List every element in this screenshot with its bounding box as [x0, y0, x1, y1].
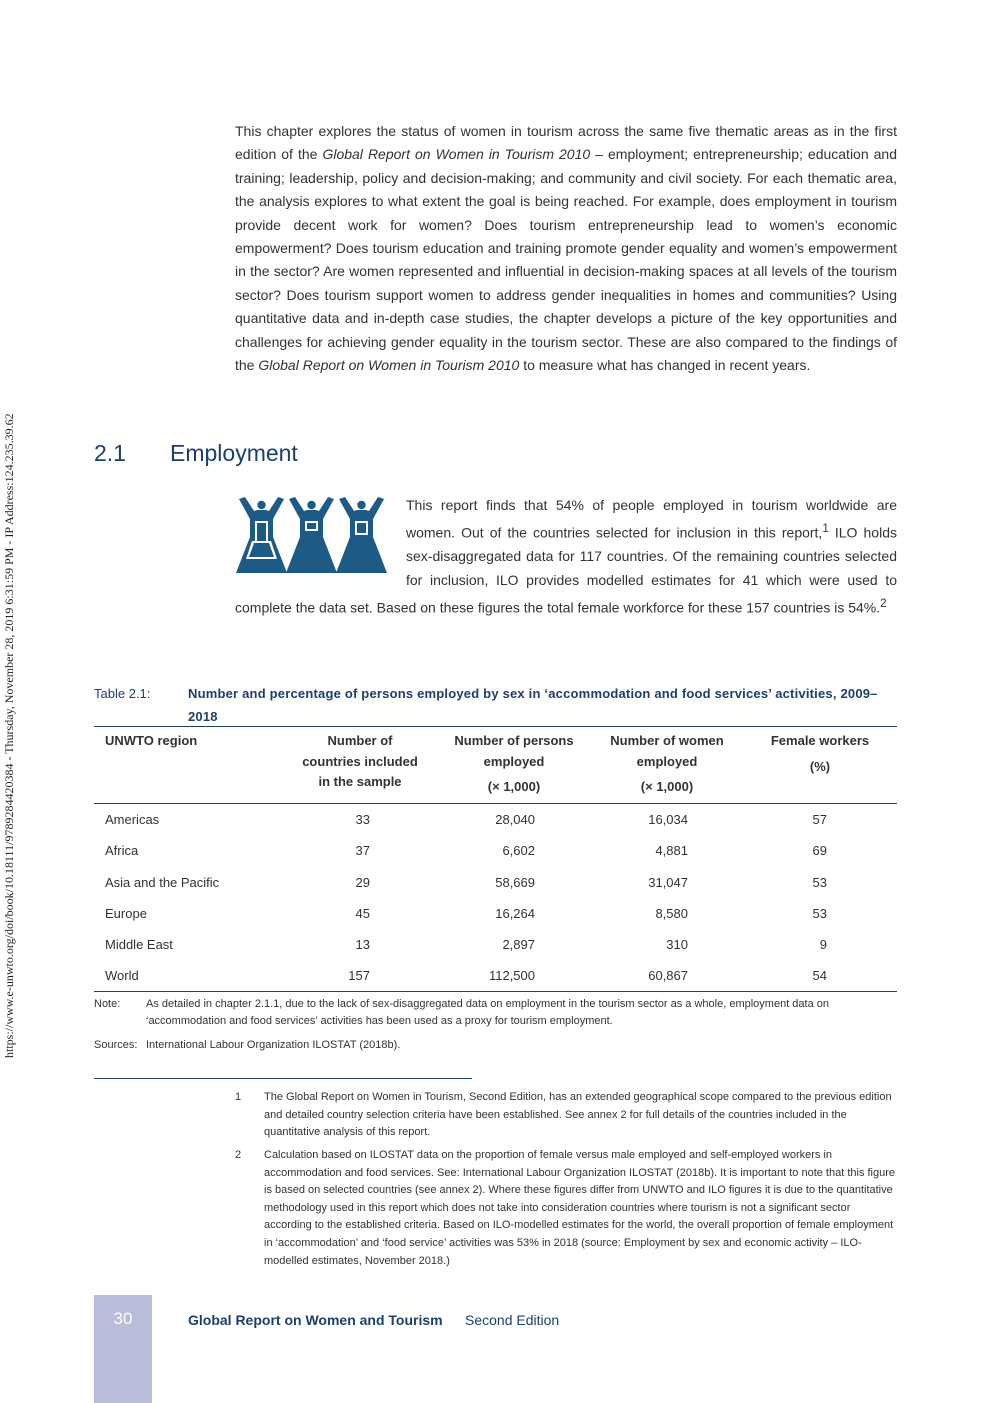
intro-paragraph: This chapter explores the status of women in tourism across the same five thematic areas as in the first edition of the Global Report on Women in Tourism 2010 – employment; entrepreneurship; education and training; leadership, policy and decision-making; and community and civil society. For each thematic area, the analysis explores to what extent the goal is being reached. For example, does employment in tourism provide decent work for women? Does tourism entrepreneurship lead to women’s economic empowerment? Does tourism education and training promote gender equality and women’s empowerment in the sector? Are women represented and influential in decision-making spaces at all levels of the tourism sector? Does tourism support women to address gender inequalities in homes and communities? Using quantitative data and in-depth case studies, the chapter develops a picture of the key opportunities and challenges for achieving gender equality in the tourism sector. These are also compared to the findings of the Global Report on Women in Tourism 2010 to measure what has changed in recent years. — [235, 123, 897, 374]
footnote-ref-2[interactable]: 2 — [880, 597, 887, 611]
table-caption — [94, 682, 897, 728]
table-note: Note: As detailed in chapter 2.1.1, due to the lack of sex-disaggregated data on employment in the tourism sector as a whole, employment data on ‘accommodation and food services’ activities has been used as a proxy for tourism employment. — [94, 998, 830, 1027]
section-number: 2.1 — [94, 440, 126, 466]
footnote-divider — [94, 1078, 472, 1079]
table-label: Table 2.1: — [94, 686, 151, 701]
table-bottom-rule — [94, 991, 897, 992]
footnote-2: 2 Calculation based on ILOSTAT data on the proportion of female versus male employed and self-employed workers in accommodation and food services. See: International Labour Organization ILOSTAT (2018b). It is important to note that this figure is based on selected countries (see annex 2). Where these figures differ from UNWTO and ILO figures it is due to the quantitative methodology used in this report which does not take into consideration countries where tourism is not a significant sector according to the established criteria. Based on ILO-modelled estimates for the world, the overall proportion of female employment in ‘accommodation’ and ‘food service’ activities was 53% in 2018 (source: Employment by sex and economic activity – ILO-modelled estimates, November 2018.) — [235, 1149, 896, 1267]
header-countries: Number of countries included in the sample — [302, 733, 418, 789]
header-women: Number of women employed (× 1,000) — [610, 733, 724, 794]
footer-title: Global Report on Women and Tourism — [188, 1312, 443, 1328]
employment-paragraph: This report finds that 54% of people employed in tourism worldwide are women. Out of the countries selected for inclusion in this report,$^1$ ILO holds sex-disaggregated data for 117 countries. Of the remaining countries selected for inclusion, ILO provides modelled estimates for 41 which were used to complete the data set. Based on these figures the total female workforce for these 157 countries is 54%.$^2$ — [235, 497, 897, 616]
footnote-1: 1 The Global Report on Women in Tourism, Second Edition, has an extended geographical scope compared to the previous edition and detailed country selection criteria have been established. See annex 2 for full details of the countries included in the quantitative analysis of this report. — [235, 1091, 892, 1139]
side-watermark-url: https://www.e-unwto.org/doi/book/10.18111/9789284420384 - Thursday, November 28, 2019 6:31:59 PM - IP Address:124.235.39.62 — [2, 413, 16, 1058]
header-region: UNWTO region — [105, 733, 198, 748]
header-female: Female workers (%) — [770, 733, 870, 774]
table-title: Number and percentage of persons employed by sex in ‘accommodation and food services’ activities, 2009–2018 — [188, 686, 878, 724]
header-persons: Number of persons employed (× 1,000) — [454, 733, 574, 794]
table-sources: Sources: International Labour Organization ILOSTAT (2018b). — [94, 1039, 401, 1051]
footer-edition: Second Edition — [465, 1312, 560, 1328]
page-number: 30 — [113, 1309, 133, 1328]
page-number-box — [94, 1295, 152, 1403]
section-title: Employment — [170, 440, 298, 466]
section-heading — [94, 440, 298, 467]
table-top-rule — [94, 726, 897, 727]
table-header-rule — [94, 803, 897, 804]
footnote-ref-1[interactable]: 1 — [822, 522, 829, 536]
